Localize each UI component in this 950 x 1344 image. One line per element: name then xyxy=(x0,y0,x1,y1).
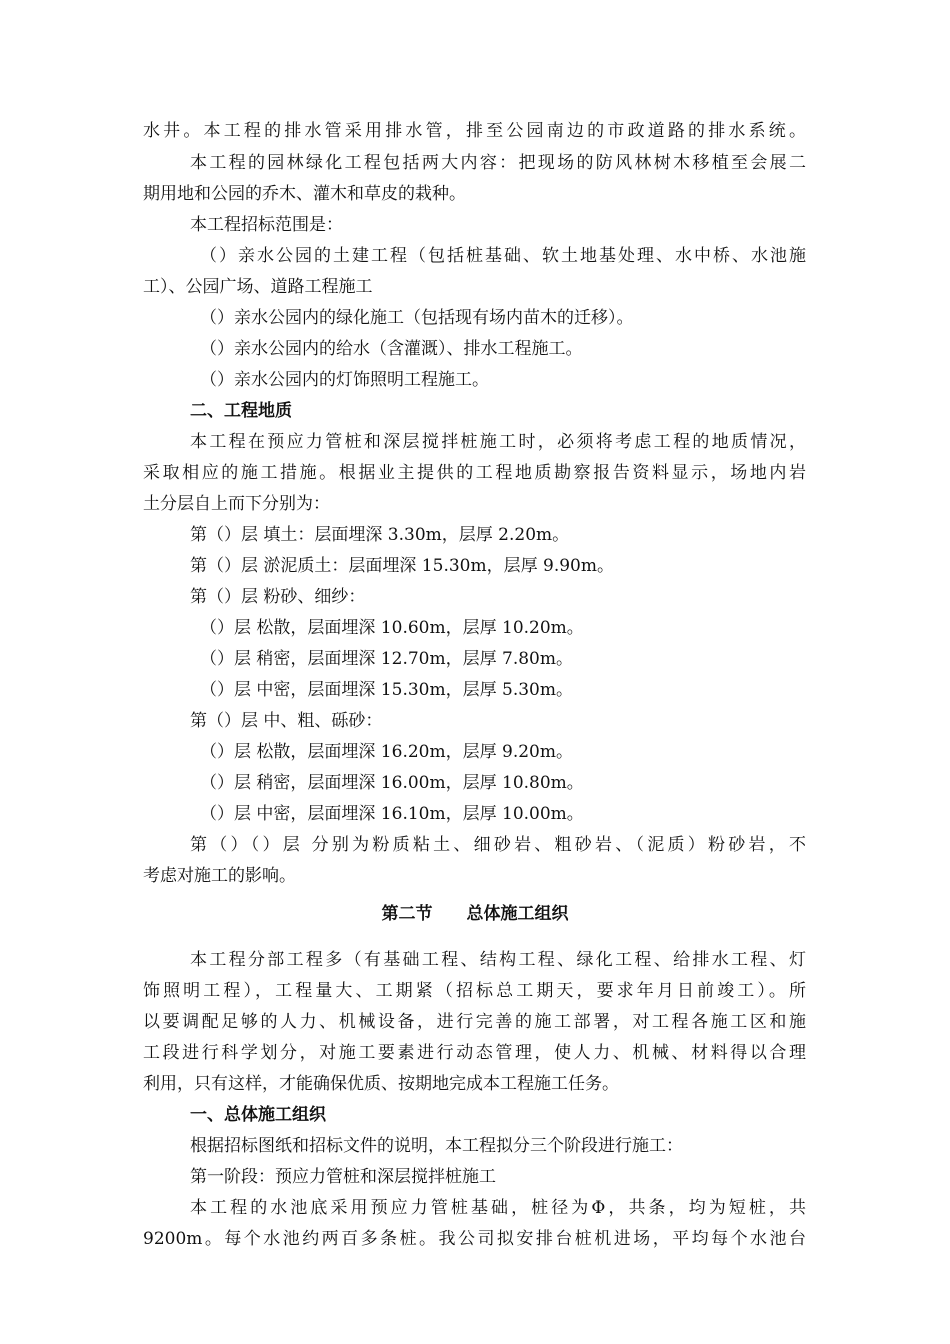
paragraph-line: 本工程在预应力管桩和深层搅拌桩施工时，必须将考虑工程的地质情况， xyxy=(190,432,806,452)
body-text-line: 利用，只有这样，才能确保优质、按期地完成本工程施工任务。 xyxy=(143,1074,619,1094)
paragraph-line: 本工程的水池底采用预应力管桩基础，桩径为Φ，共条，均为短桩，共 xyxy=(190,1198,806,1218)
soil-sublayer-line: （）层 松散，层面埋深 10.60m，层厚 10.20m。 xyxy=(200,618,584,638)
soil-layer-line: 第（）（）层 分别为粉质粘土、细砂岩、粗砂岩、（泥质）粉砂岩，不 xyxy=(190,835,806,855)
scope-item-1: （）亲水公园的土建工程（包括桩基础、软土地基处理、水中桥、水池施 xyxy=(200,246,806,266)
body-text-line: 饰照明工程），工程量大、工期紧（招标总工期天，要求年月日前竣工）。所 xyxy=(143,981,806,1001)
body-text-line: 工）、公园广场、道路工程施工 xyxy=(143,277,373,297)
soil-sublayer-line: （）层 中密，层面埋深 16.10m，层厚 10.00m。 xyxy=(200,804,584,824)
soil-sublayer-line: （）层 松散，层面埋深 16.20m，层厚 9.20m。 xyxy=(200,742,573,762)
body-text-line: 期用地和公园的乔木、灌木和草皮的栽种。 xyxy=(143,184,466,204)
phase-line: 第一阶段：预应力管桩和深层搅拌桩施工 xyxy=(190,1167,496,1187)
soil-layer-line: 第（）层 中、粗、砾砂： xyxy=(190,711,383,731)
scope-item-4: （）亲水公园内的灯饰照明工程施工。 xyxy=(200,370,489,390)
soil-layer-line: 第（）层 粉砂、细纱： xyxy=(190,587,366,607)
soil-sublayer-line: （）层 稍密，层面埋深 16.00m，层厚 10.80m。 xyxy=(200,773,584,793)
section-heading-geology: 二、工程地质 xyxy=(190,401,292,421)
body-text-line: 土分层自上而下分别为： xyxy=(143,494,330,514)
body-text-line: 9200m。每个水池约两百多条桩。我公司拟安排台桩机进场，平均每个水池台 xyxy=(143,1229,806,1249)
body-text-line: 考虑对施工的影响。 xyxy=(143,866,296,886)
body-text-line: 工段进行科学划分，对施工要素进行动态管理，使人力、机械、材料得以合理 xyxy=(143,1043,806,1063)
subsection-heading: 一、总体施工组织 xyxy=(190,1105,326,1125)
paragraph-line: 本工程的园林绿化工程包括两大内容：把现场的防风林树木移植至会展二 xyxy=(190,153,806,173)
soil-sublayer-line: （）层 稍密，层面埋深 12.70m，层厚 7.80m。 xyxy=(200,649,573,669)
soil-layer-line: 第（）层 填土：层面埋深 3.30m，层厚 2.20m。 xyxy=(190,525,570,545)
body-text-line: 以要调配足够的人力、机械设备，进行完善的施工部署，对工程各施工区和施 xyxy=(143,1012,806,1032)
soil-sublayer-line: （）层 中密，层面埋深 15.30m，层厚 5.30m。 xyxy=(200,680,573,700)
scope-item-3: （）亲水公园内的给水（含灌溉）、排水工程施工。 xyxy=(200,339,583,359)
body-text-line: 采取相应的施工措施。根据业主提供的工程地质勘察报告资料显示，场地内岩 xyxy=(143,463,806,483)
body-text-line: 水井。本工程的排水管采用排水管，排至公园南边的市政道路的排水系统。 xyxy=(143,121,806,141)
paragraph-line: 本工程分部工程多（有基础工程、结构工程、绿化工程、给排水工程、灯 xyxy=(190,950,806,970)
scope-item-2: （）亲水公园内的绿化施工（包括现有场内苗木的迁移）。 xyxy=(200,308,634,328)
soil-layer-line: 第（）层 淤泥质土：层面埋深 15.30m，层厚 9.90m。 xyxy=(190,556,614,576)
paragraph-line: 本工程招标范围是： xyxy=(190,215,343,235)
section-title: 第二节 总体施工组织 xyxy=(381,904,569,924)
paragraph-line: 根据招标图纸和招标文件的说明，本工程拟分三个阶段进行施工： xyxy=(190,1136,683,1156)
